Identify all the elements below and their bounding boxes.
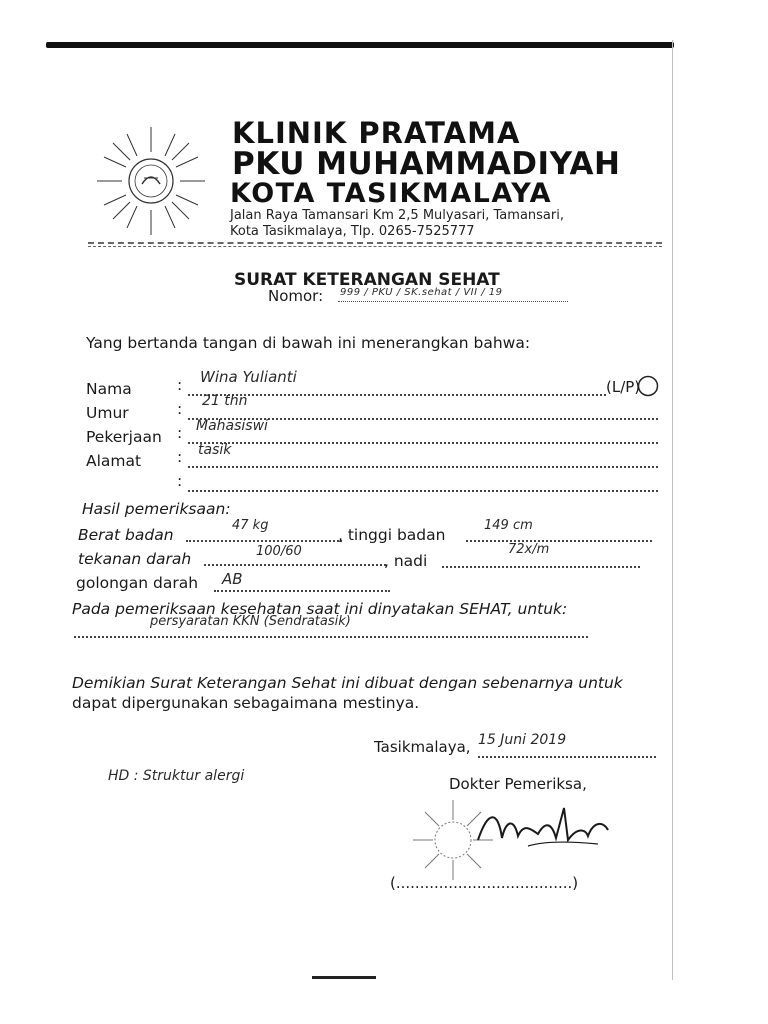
closing-line1: Demikian Surat Keterangan Sehat ini dibuat dengan sebenarnya untuk: [72, 674, 623, 692]
age-value: 21 thn: [202, 393, 248, 409]
blood-type-value: AB: [222, 570, 243, 588]
height-dotted-line: [466, 540, 652, 542]
gender-circle-icon: [636, 374, 660, 398]
address-label: Alamat: [86, 452, 142, 470]
address-colon-2: :: [177, 472, 183, 490]
signature-place: Tasikmalaya,: [374, 738, 471, 756]
weight-value: 47 kg: [232, 518, 269, 533]
address-dotted-line: [188, 466, 658, 468]
blood-pressure-value: 100/60: [256, 544, 302, 559]
number-label: Nomor:: [268, 287, 324, 305]
weight-label: Berat badan: [78, 526, 174, 544]
pulse-label: , nadi: [384, 552, 428, 570]
closing-line2: dapat dipergunakan sebagaimana mestinya.: [72, 694, 420, 712]
purpose-dotted-line: [74, 636, 588, 638]
name-dotted-line: [188, 394, 606, 396]
job-colon: :: [177, 424, 183, 442]
age-colon: :: [177, 400, 183, 418]
address-value: tasik: [198, 442, 232, 458]
page-edge: [672, 40, 673, 980]
letterhead-divider: [88, 242, 662, 244]
name-value: Wina Yulianti: [200, 368, 297, 386]
clinic-name-line1: KLINIK PRATAMA: [232, 116, 521, 150]
margin-note: HD : Struktur alergi: [108, 768, 245, 784]
clinic-name-line3: KOTA TASIKMALAYA: [230, 178, 553, 209]
number-dotted-line: [338, 301, 568, 302]
letterhead-divider-thin: [88, 246, 662, 247]
blood-pressure-label: tekanan darah: [78, 550, 192, 568]
job-label: Pekerjaan: [86, 428, 162, 446]
clinic-name-line2: PKU MUHAMMADIYAH: [232, 146, 621, 182]
height-label: , tinggi badan: [338, 526, 446, 544]
declaration-text: Pada pemeriksaan kesehatan saat ini dinyatakan SEHAT, untuk:: [72, 600, 568, 618]
exam-heading: Hasil pemeriksaan:: [82, 500, 231, 518]
date-dotted-line: [478, 756, 656, 758]
name-label: Nama: [86, 380, 132, 398]
clinic-address-line2: Kota Tasikmalaya, Tlp. 0265-7525777: [230, 224, 475, 239]
pulse-value: 72x/m: [508, 542, 550, 557]
blood-type-dotted-line: [214, 590, 390, 592]
document-title: SURAT KETERANGAN SEHAT: [234, 270, 500, 290]
address-dotted-line-2: [188, 490, 658, 492]
gender-suffix: (L/P): [606, 378, 641, 396]
height-value: 149 cm: [484, 518, 533, 533]
number-value: 999 / PKU / SK.sehat / VII / 19: [340, 287, 503, 298]
job-dotted-line: [188, 442, 658, 444]
signature-role: Dokter Pemeriksa,: [449, 775, 587, 793]
name-colon: :: [177, 376, 183, 394]
age-label: Umur: [86, 404, 129, 422]
address-colon: :: [177, 448, 183, 466]
signature-date: 15 Juni 2019: [478, 732, 567, 748]
weight-dotted-line: [186, 540, 342, 542]
bottom-mark: [312, 976, 376, 979]
intro-text: Yang bertanda tangan di bawah ini menerangkan bahwa:: [86, 334, 531, 352]
job-value: Mahasiswi: [196, 418, 268, 434]
clinic-address-line1: Jalan Raya Tamansari Km 2,5 Mulyasari, Tamansari,: [230, 208, 564, 223]
top-border: [46, 42, 674, 48]
blood-pressure-dotted-line: [204, 564, 386, 566]
pulse-dotted-line: [442, 566, 640, 568]
doctor-name-placeholder: (.....................................): [390, 874, 579, 892]
purpose-value: persyaratan KKN (Sendratasik): [150, 614, 351, 629]
clinic-logo-icon: [92, 122, 210, 240]
blood-type-label: golongan darah: [76, 574, 199, 592]
signature-icon: [468, 800, 618, 860]
